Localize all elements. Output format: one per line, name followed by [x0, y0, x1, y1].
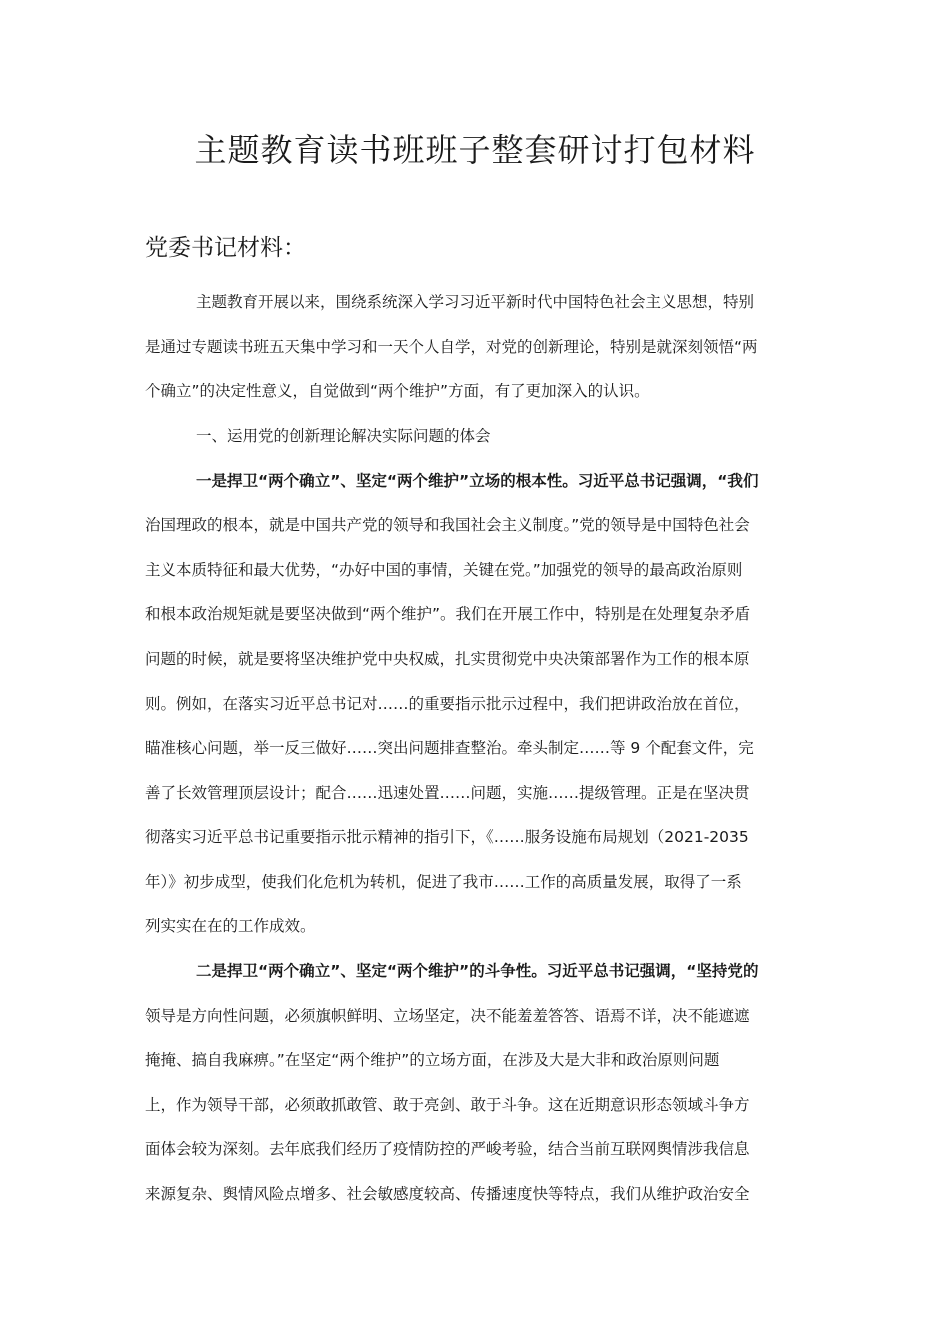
body-text-line: 主义本质特征和最大优势，“办好中国的事情，关键在党。”加强党的领导的最高政治原则 [145, 561, 743, 579]
section-heading: 党委书记材料： [145, 235, 306, 261]
document-title: 主题教育读书班班子整套研讨打包材料 [194, 131, 756, 169]
body-text-line: 是通过专题读书班五天集中学习和一天个人自学，对党的创新理论，特别是就深刻领悟“两 [145, 338, 758, 356]
body-text-line: 个确立”的决定性意义，自觉做到“两个维护”方面，有了更加深入的认识。 [145, 382, 650, 400]
body-text-line: 治国理政的根本，就是中国共产党的领导和我国社会主义制度。”党的领导是中国特色社会 [145, 516, 750, 534]
body-text-line: 列实实在在的工作成效。 [145, 917, 316, 935]
body-text-line: 彻落实习近平总书记重要指示批示精神的指引下，《……服务设施布局规划（2021-2035 [145, 828, 749, 846]
body-text-line: 领导是方向性问题，必须旗帜鲜明、立场坚定，决不能羞羞答答、语焉不详，决不能遮遮 [145, 1007, 750, 1025]
body-text-line: 主题教育开展以来，围绕系统深入学习习近平新时代中国特色社会主义思想，特别 [196, 293, 755, 311]
body-text-line: 瞄准核心问题，举一反三做好……突出问题排查整治。牵头制定……等 9 个配套文件，完 [145, 739, 754, 757]
body-text-line: 面体会较为深刻。去年底我们经历了疫情防控的严峻考验，结合当前互联网舆情涉我信息 [145, 1140, 750, 1158]
body-text-line: 二是捍卫“两个确立”、坚定“两个维护”的斗争性。习近平总书记强调，“坚持党的 [196, 962, 759, 980]
body-text-line: 问题的时候，就是要将坚决维护党中央权威，扎实贯彻党中央决策部署作为工作的根本原 [145, 650, 750, 668]
body-text-line: 善了长效管理顶层设计；配合……迅速处置……问题，实施……提级管理。正是在坚决贯 [145, 784, 750, 802]
body-text-line: 上，作为领导干部，必须敢抓敢管、敢于亮剑、敢于斗争。这在近期意识形态领域斗争方 [145, 1096, 750, 1114]
body-text-line: 掩掩、搞自我麻痹。”在坚定“两个维护”的立场方面，在涉及大是大非和政治原则问题 [145, 1051, 720, 1069]
body-text-line: 来源复杂、舆情风险点增多、社会敏感度较高、传播速度快等特点，我们从维护政治安全 [145, 1185, 750, 1203]
body-text-line: 和根本政治规矩就是要坚决做到“两个维护”。我们在开展工作中，特别是在处理复杂矛盾 [145, 605, 751, 623]
body-text-line: 一是捍卫“两个确立”、坚定“两个维护”立场的根本性。习近平总书记强调，“我们 [196, 472, 759, 490]
body-text-line: 年）》初步成型，使我们化危机为转机，促进了我市……工作的高质量发展，取得了一系 [145, 873, 742, 891]
subsection-heading: 一、运用党的创新理论解决实际问题的体会 [196, 427, 491, 445]
body-text-line: 则。例如，在落实习近平总书记对……的重要指示批示过程中，我们把讲政治放在首位， [145, 695, 750, 713]
